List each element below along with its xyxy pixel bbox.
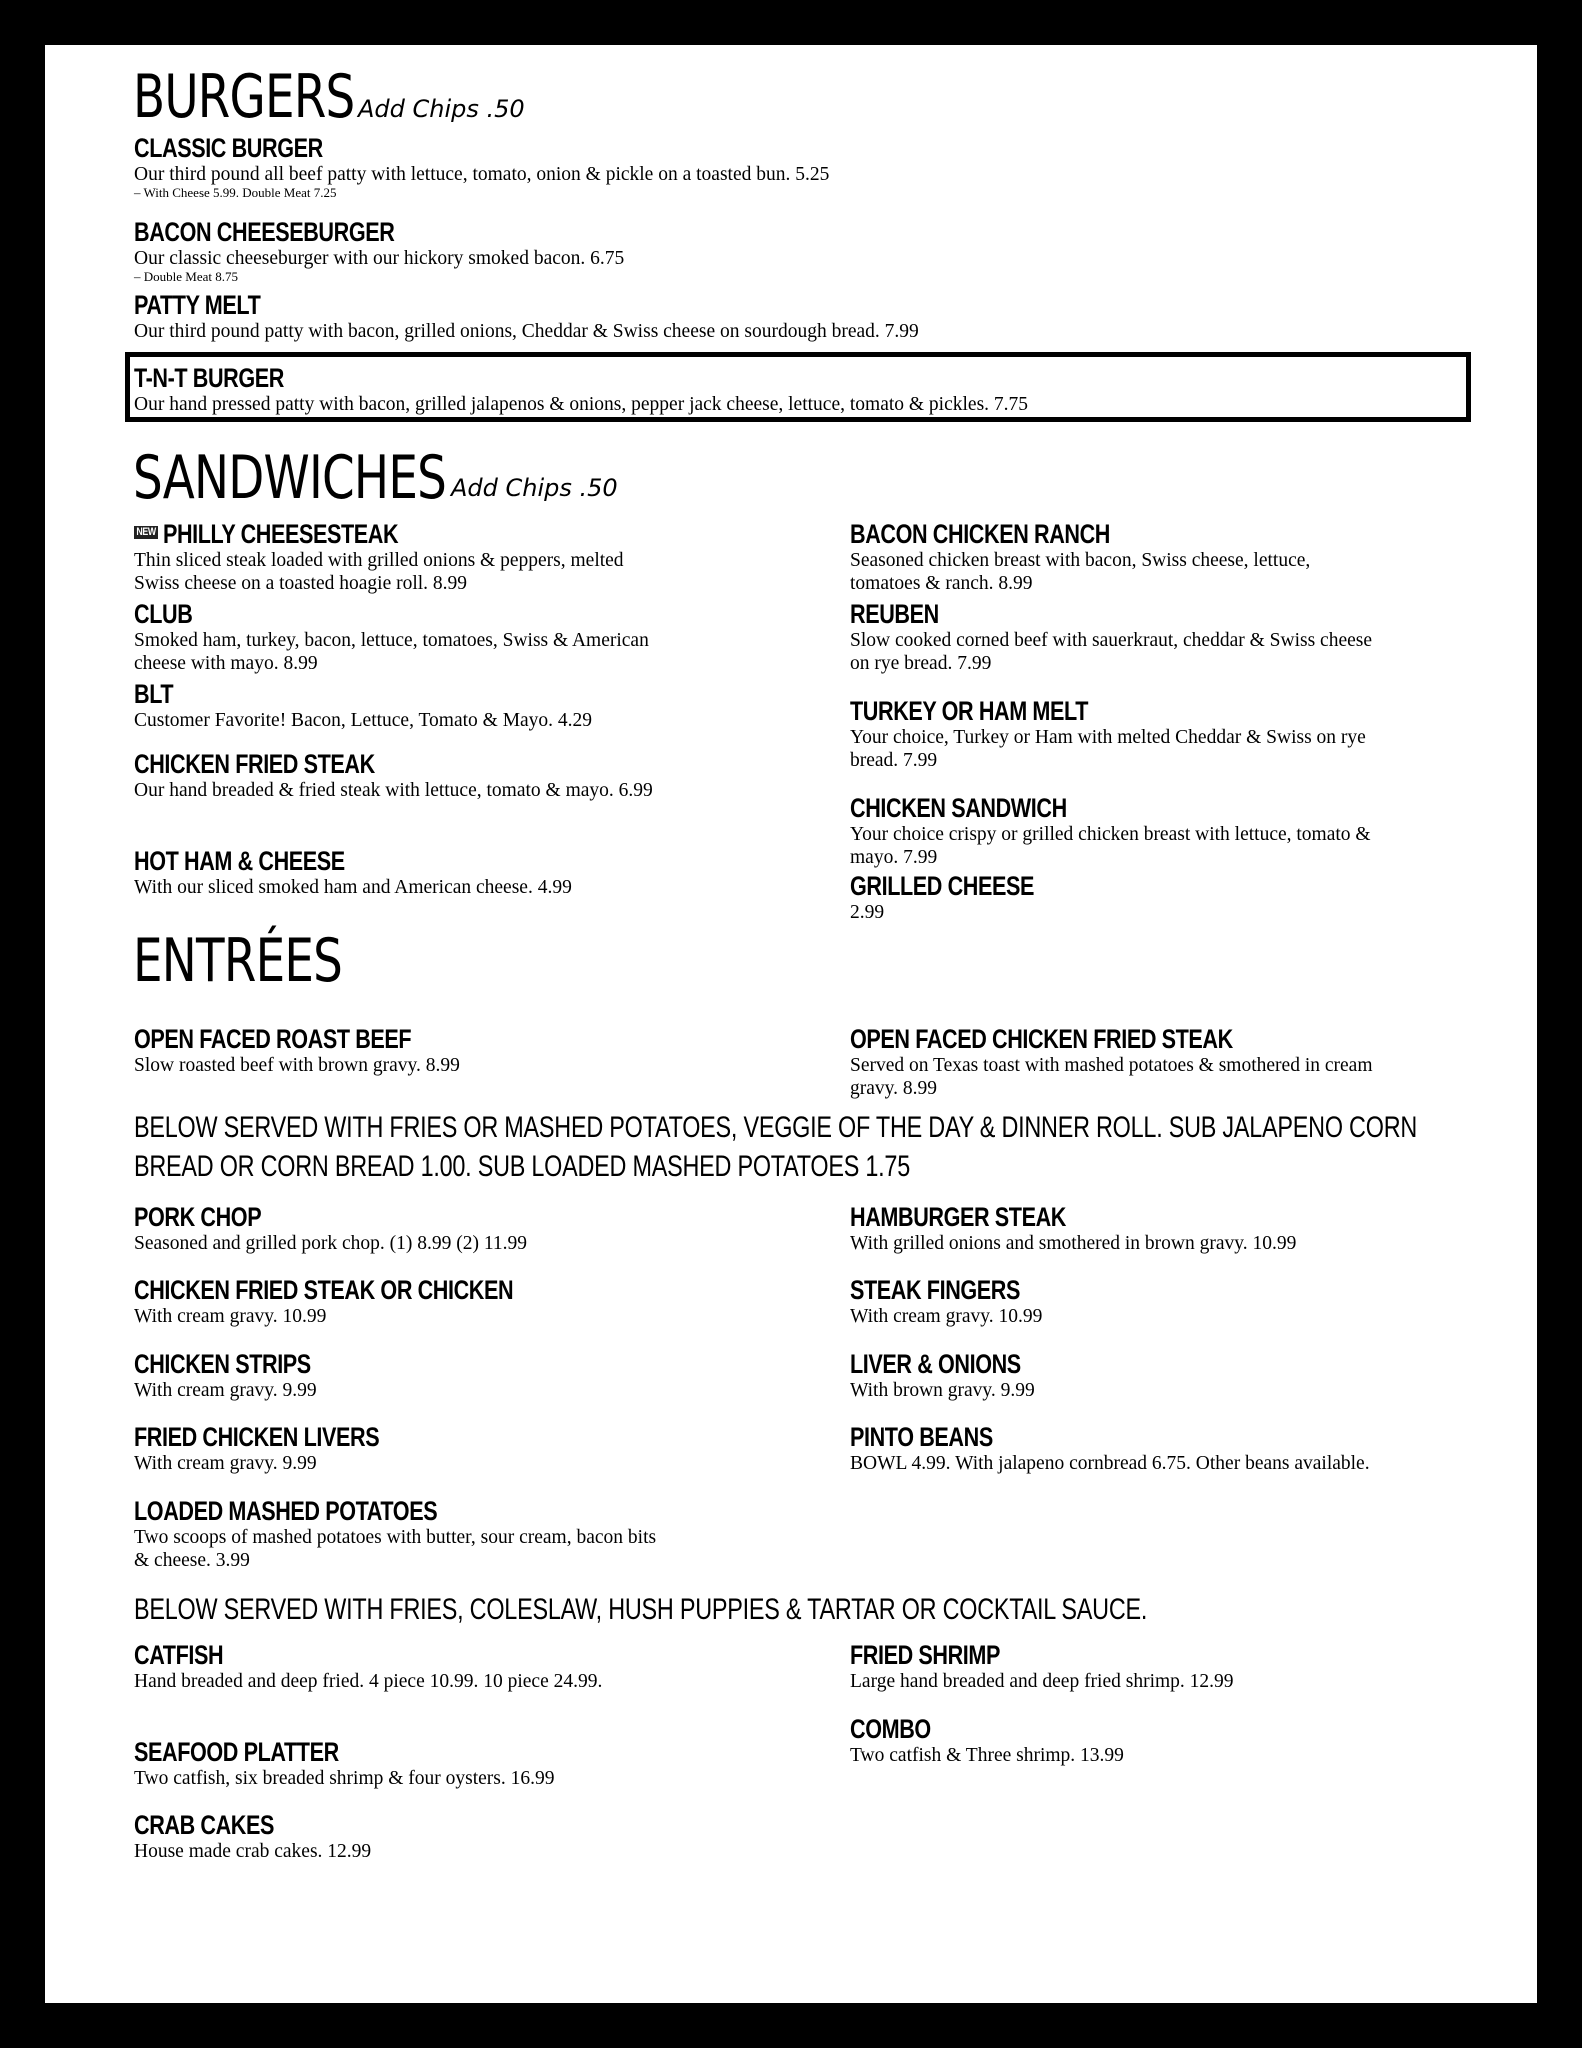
- menu-item-fried-chicken-livers: [134, 1422, 714, 1475]
- menu-item-liver-onions: [850, 1349, 1450, 1402]
- entrees-title: ENTRÉES: [133, 926, 343, 996]
- menu-item-hamburger-steak: [850, 1202, 1450, 1255]
- menu-item-tnt-burger: [134, 363, 1454, 416]
- item-description: Your choice crispy or grilled chicken breast with lettuce, tomato & mayo. 7.99: [850, 824, 1371, 868]
- item-name: HAMBURGER STEAK: [850, 1202, 1067, 1232]
- menu-item-chicken-strips: [134, 1349, 714, 1402]
- menu-item-bacon-chicken-ranch: [850, 519, 1380, 595]
- menu-item-open-faced-cfs: [850, 1024, 1380, 1100]
- item-name: GRILLED CHEESE: [850, 871, 1035, 901]
- item-name: BACON CHEESEBURGER: [134, 217, 395, 247]
- item-sub: – With Cheese 5.99. Double Meat 7.25: [134, 185, 337, 200]
- item-description: Two catfish, six breaded shrimp & four oysters. 16.99: [134, 1768, 555, 1789]
- item-name: CHICKEN STRIPS: [134, 1349, 311, 1379]
- item-description: Hand breaded and deep fried. 4 piece 10.99. 10 piece 24.99.: [134, 1671, 603, 1692]
- item-name: CHICKEN SANDWICH: [850, 793, 1067, 823]
- item-name: T-N-T BURGER: [134, 363, 284, 393]
- item-description: Two scoops of mashed potatoes with butter, sour cream, bacon bits & cheese. 3.99: [134, 1527, 657, 1571]
- item-name: BLT: [134, 679, 174, 709]
- menu-item-chicken-sandwich: [850, 793, 1380, 869]
- menu-item-blt: [134, 679, 694, 732]
- menu-item-grilled-cheese: [850, 871, 1380, 924]
- menu-item-crab-cakes: [134, 1810, 714, 1863]
- menu-page: [45, 45, 1537, 2003]
- item-name: BACON CHICKEN RANCH: [850, 519, 1110, 549]
- item-name: CLASSIC BURGER: [134, 133, 323, 163]
- menu-item-pork-chop: [134, 1202, 714, 1255]
- menu-item-loaded-mashed-potatoes: [134, 1496, 674, 1572]
- item-sub: – Double Meat 8.75: [134, 269, 238, 284]
- item-description: Slow cooked corned beef with sauerkraut, cheddar & Swiss cheese on rye bread. 7.99: [850, 630, 1372, 674]
- item-name: PHILLY CHEESESTEAK: [162, 519, 399, 549]
- menu-item-open-faced-roast-beef: [134, 1024, 694, 1077]
- item-description: With cream gravy. 9.99: [134, 1453, 317, 1474]
- menu-item-catfish: [134, 1640, 654, 1693]
- menu-item-philly-cheesesteak: [134, 519, 654, 595]
- item-description: Seasoned and grilled pork chop. (1) 8.99 (2) 11.99: [134, 1233, 527, 1254]
- item-name: CHICKEN FRIED STEAK OR CHICKEN: [134, 1275, 514, 1305]
- item-name: HOT HAM & CHEESE: [134, 846, 345, 876]
- item-description: Our hand pressed patty with bacon, grilled jalapenos & onions, pepper jack cheese, lettuce, tomato & pickles. 7.75: [134, 394, 1029, 415]
- item-description: Smoked ham, turkey, bacon, lettuce, tomatoes, Swiss & American cheese with mayo. 8.99: [134, 630, 649, 674]
- item-name: CHICKEN FRIED STEAK: [134, 749, 375, 779]
- item-name: CLUB: [134, 599, 193, 629]
- menu-item-steak-fingers: [850, 1275, 1450, 1328]
- menu-item-pinto-beans: [850, 1422, 1380, 1475]
- item-description: Two catfish & Three shrimp. 13.99: [850, 1745, 1124, 1766]
- sandwiches-title: SANDWICHES: [133, 443, 447, 513]
- item-name: COMBO: [850, 1714, 931, 1744]
- item-description: Our classic cheeseburger with our hickory smoked bacon. 6.75: [134, 248, 625, 269]
- item-name: LOADED MASHED POTATOES: [134, 1496, 438, 1526]
- item-description: Our third pound all beef patty with lettuce, tomato, onion & pickle on a toasted bun. 5.25: [134, 164, 830, 185]
- item-description: Served on Texas toast with mashed potatoes & smothered in cream gravy. 8.99: [850, 1055, 1373, 1099]
- item-name: CATFISH: [134, 1640, 224, 1670]
- item-name: STEAK FINGERS: [850, 1275, 1021, 1305]
- item-description: 2.99: [850, 902, 885, 923]
- item-name: CRAB CAKES: [134, 1810, 275, 1840]
- menu-item-classic-burger: [134, 133, 1434, 200]
- sandwiches-heading: [133, 443, 618, 513]
- item-name: PORK CHOP: [134, 1202, 262, 1232]
- item-description: Large hand breaded and deep fried shrimp. 12.99: [850, 1671, 1234, 1692]
- menu-item-chicken-fried-steak: [134, 749, 654, 802]
- item-name: PATTY MELT: [134, 290, 261, 320]
- menu-item-bacon-cheeseburger: [134, 217, 1434, 284]
- item-description: BOWL 4.99. With jalapeno cornbread 6.75. Other beans available.: [850, 1453, 1370, 1474]
- seafood-sides-note: BELOW SERVED WITH FRIES, COLESLAW, HUSH PUPPIES & TARTAR OR COCKTAIL SAUCE.: [134, 1593, 1148, 1626]
- menu-item-fried-shrimp: [850, 1640, 1450, 1693]
- item-name: REUBEN: [850, 599, 939, 629]
- item-name: TURKEY OR HAM MELT: [850, 696, 1088, 726]
- menu-item-seafood-platter: [134, 1737, 714, 1790]
- item-name: FRIED SHRIMP: [850, 1640, 1001, 1670]
- item-description: With grilled onions and smothered in brown gravy. 10.99: [850, 1233, 1297, 1254]
- menu-item-reuben: [850, 599, 1380, 675]
- item-name: OPEN FACED CHICKEN FRIED STEAK: [850, 1024, 1233, 1054]
- item-description: Seasoned chicken breast with bacon, Swiss cheese, lettuce, tomatoes & ranch. 8.99: [850, 550, 1311, 594]
- burgers-chips-note: Add Chips .50: [358, 95, 525, 123]
- burgers-heading: [133, 62, 525, 132]
- new-badge: NEW: [134, 526, 158, 539]
- item-description: Slow roasted beef with brown gravy. 8.99: [134, 1055, 460, 1076]
- entrees-heading: [133, 926, 401, 996]
- menu-item-patty-melt: [134, 290, 1434, 343]
- item-description: With brown gravy. 9.99: [850, 1380, 1035, 1401]
- menu-item-club: [134, 599, 654, 675]
- item-description: Your choice, Turkey or Ham with melted Cheddar & Swiss on rye bread. 7.99: [850, 727, 1366, 771]
- menu-item-cfs-or-chicken: [134, 1275, 714, 1328]
- item-description: Customer Favorite! Bacon, Lettuce, Tomato & Mayo. 4.29: [134, 710, 593, 731]
- item-name: FRIED CHICKEN LIVERS: [134, 1422, 380, 1452]
- item-name: OPEN FACED ROAST BEEF: [134, 1024, 412, 1054]
- menu-item-hot-ham-cheese: [134, 846, 694, 899]
- item-description: With cream gravy. 10.99: [850, 1306, 1043, 1327]
- item-description: Thin sliced steak loaded with grilled onions & peppers, melted Swiss cheese on a toasted hoagie roll. 8.99: [134, 550, 624, 594]
- item-description: With our sliced smoked ham and American cheese. 4.99: [134, 877, 572, 898]
- item-name: LIVER & ONIONS: [850, 1349, 1021, 1379]
- sandwiches-chips-note: Add Chips .50: [451, 474, 618, 502]
- menu-item-combo: [850, 1714, 1450, 1767]
- burgers-title: BURGERS: [133, 62, 355, 132]
- menu-item-turkey-ham-melt: [850, 696, 1380, 772]
- item-description: With cream gravy. 10.99: [134, 1306, 327, 1327]
- item-description: Our third pound patty with bacon, grilled onions, Cheddar & Swiss cheese on sourdough bread. 7.99: [134, 321, 919, 342]
- item-description: With cream gravy. 9.99: [134, 1380, 317, 1401]
- item-name: SEAFOOD PLATTER: [134, 1737, 339, 1767]
- entrees-sides-note: BELOW SERVED WITH FRIES OR MASHED POTATOES, VEGGIE OF THE DAY & DINNER ROLL. SUB JALAPENO CORN BREAD OR CORN BREAD 1.00. SUB LOADED MASHED POTATOES 1.75: [134, 1111, 1418, 1183]
- item-description: House made crab cakes. 12.99: [134, 1841, 372, 1862]
- item-name: PINTO BEANS: [850, 1422, 993, 1452]
- item-description: Our hand breaded & fried steak with lettuce, tomato & mayo. 6.99: [134, 780, 653, 801]
